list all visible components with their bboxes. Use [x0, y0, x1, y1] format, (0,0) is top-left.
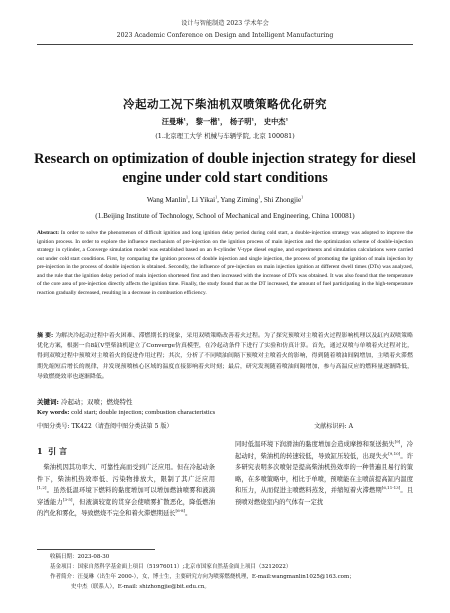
title-cn: 冷起动工况下柴油机双喷策略优化研究 [123, 97, 327, 111]
footnote-fund: 基金项目：国家自然科学基金面上项目（51976011）;北京市国家自然基金面上项目（3212022） [50, 564, 292, 570]
body-text: 。虽然低温环境下燃料的黏度增加可以增加燃油喷雾和液滴穿透能力 [37, 487, 215, 506]
affiliation-marker: 1 [285, 116, 289, 122]
running-header-en: 2023 Academic Conference on Design and Intelligent Manufacturing [116, 32, 334, 39]
affiliation-marker: 1 [215, 194, 218, 200]
author-name: Li Yikai [191, 196, 216, 204]
keywords-en [37, 409, 215, 416]
title-en: Research on optimization of double injection strategy for diesel engine under cold start conditions [34, 151, 416, 186]
header-rule [37, 44, 413, 45]
authors-en: Wang Manlin$^1$, Li Yikai$^1$, Yang Ziming$^1$, Shi Zhongjie$^1$ [146, 194, 304, 204]
body-text: ，但液滴较宽的贯穿会使喷雾扩散恶化，降低燃油的汽化和雾化，导致燃烧不完全和着火滞燃期延长 [37, 498, 216, 518]
document-code: 文献标识码: A [314, 423, 353, 430]
citation: [6,11-13] [381, 485, 401, 491]
footnote-received: 收稿日期：2023-08-30 [50, 554, 110, 560]
footnote-author: 作者简介：汪曼琳（出生年 2000-），女，博士生，主要研究方向为喷雾燃烧机理，E-mail:wangmanlin1025@163.com； [50, 574, 355, 580]
body-text: 柴油机因其功率大、可靠性高而受到广泛应用。但在冷起动条件下，柴油机热效率低、污染物排放大，限制了其广泛应用 [37, 464, 215, 483]
section-heading [37, 446, 67, 457]
body-column-left [37, 462, 215, 520]
abstract-text: 为解决冷起动过程中着火困难、滞燃期长的现象，采用双喷策略改善着火过程。为了探究预喷对主喷着火过程影响机理以及缸内双喷策略优化方案，根据一台8缸V型柴油机建立了Converge仿真模型，在冷起动条件下进行了实验和仿真计算。首先，通过双喷与单喷着火过程对比，得到双喷过程中预喷对主喷着火的促进作用过程；其次，分析了不同喷油间隔下预喷对主喷着火的影响，得到随着喷油间隔增加，主喷着火滞燃期先缩短后增长的规律，并发现预喷核心区域的温度直接影响着火时刻；最后，研究发现随着喷油间隔增加，参与高温反应的燃料量逐渐降低，导致燃烧效率也逐渐降低。 [37, 333, 413, 380]
keywords-text: cold start; double injection; combustion characteristics [71, 409, 216, 416]
keywords-text: 冷起动；双喷；燃烧特性 [60, 398, 133, 406]
author-name: Wang Manlin [146, 196, 186, 204]
body-text: 。且预喷对燃烧室内的气体有一定扰 [235, 487, 414, 506]
clc-number: 中图分类号: TK422（请查阅中图分类法第 5 版） [37, 423, 173, 430]
keywords-cn [37, 397, 132, 406]
author-name: Shi Zhongjie [263, 196, 302, 204]
affiliation-marker: 1 [258, 194, 261, 200]
affiliation-en: (1.Beijing Institute of Technology, School of Mechanical and Engineering, China 100081) [95, 212, 355, 220]
section-title: 引 言 [48, 446, 67, 456]
abstract-label: Abstract: [37, 230, 60, 236]
footnote-rule [37, 549, 155, 550]
author-name: 汪曼琳 [161, 117, 184, 126]
body-text: 同时低温环境下润滑油的黏度增加会造成摩擦和泵送损失 [235, 441, 395, 448]
author-name: 杨子明 [229, 117, 252, 126]
authors-cn: 汪曼琳$^1$， 黎一楷$^1$， 杨子明$^1$， 史中杰$^1$ [161, 116, 289, 126]
citation: [1,2] [37, 485, 47, 490]
body-text: 。 [185, 510, 192, 518]
abstract-en [37, 229, 413, 297]
abstract-text: In order to solve the phenomenon of difficult ignition and long ignition delay period during cold start, a double-injection strategy was adopted to improve the ignition process. In order to explore the influence mechanism of pre-injection on the ignition process of main injection and the optimization scheme of double-injection strategy in cylinder, a Converge simulation model was established based on an 8-cylinder V-type diesel engine, and experiments and simulation calculations were carried out under cold start conditions. First, by comparing the ignition process of double injection and single injection, the process of promoting the ignition of main injection by pre-injection in the process of double injection is obtained. Secondly, the influence of pre-injection on main injection ignition at different dwell times (DTs) was analyzed, and the rule that the ignition delay period of main injection shortened first and then increased with the increase of DTs was obtained. It was also found that the temperature of the core area of pre-injection directly affects the ignition time. Finally, the study found that as the DT increased, the amount of fuel participating in the high-temperature reaction gradually decreased, resulting in a decrease in combustion efficiency. [37, 230, 414, 296]
body-column-right [235, 439, 413, 508]
citation: [6-8] [175, 508, 186, 514]
abstract-cn [37, 331, 413, 382]
affiliation-marker: 1 [217, 116, 221, 122]
author-name: Yang Ziming [220, 196, 259, 204]
section-number: 1 [37, 446, 43, 456]
body-text: 。许多研究表明多次喷射是提高柴油机热效率的一种普遍且易行的策略，在多喷策略中，相比于单喷，预喷能在主喷前提高缸内温度和压力，从而促进主喷燃料蒸发，并缩短着火滞燃期 [235, 452, 414, 495]
keywords-label: Key words: [37, 409, 70, 416]
keywords-label: 关键词: [37, 398, 59, 406]
citation: [9] [394, 438, 401, 444]
affiliation-marker: 1 [251, 116, 255, 122]
affiliation-marker: 1 [185, 194, 188, 200]
running-header-cn: 设计与智能制造 2023 学术年会 [181, 20, 269, 27]
affiliation-marker: 1 [301, 194, 304, 200]
abstract-label: 摘 要: [37, 332, 54, 339]
body-text: ，冷起动时，柴油机的转速较低，导致缸压较低，出现失火 [235, 441, 414, 460]
affiliation-marker: 1 [183, 116, 187, 122]
affiliation-cn: (1.北京理工大学 机械与车辆学院, 北京 100081) [155, 132, 295, 140]
footnote-corresponding: 史中杰（联系人），E-mail: shizhongjie@bit.edu.cn。 [71, 584, 210, 590]
citation: [9,10] [388, 450, 401, 456]
author-name: 黎一楷 [195, 117, 218, 126]
citation: [3-5] [62, 496, 73, 502]
author-name: 史中杰 [263, 117, 286, 126]
classification-line [37, 421, 413, 430]
